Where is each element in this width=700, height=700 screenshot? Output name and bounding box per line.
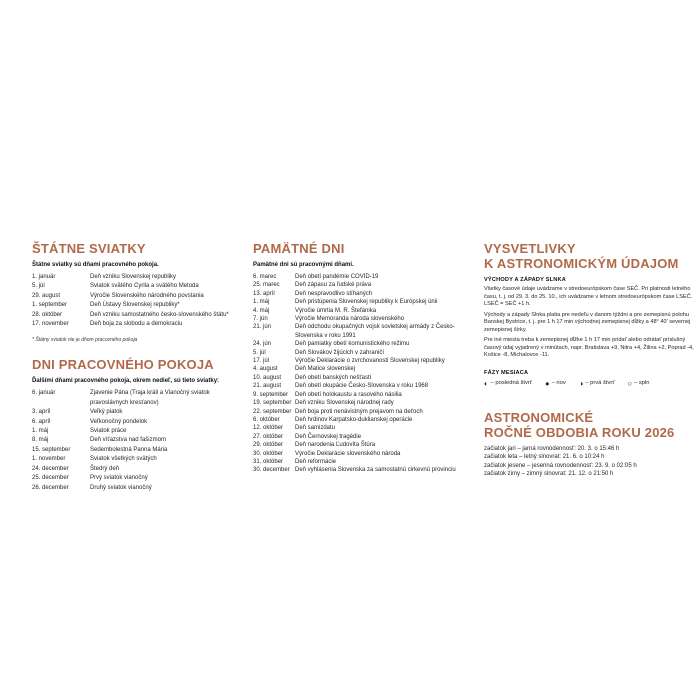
memorial-days-intro: Pamätné dni sú pracovnými dňami.: [253, 262, 354, 268]
sunrise-sunset-heading: VÝCHODY A ZÁPADY SLNKA: [484, 277, 566, 283]
memorial-day-date: 10. august: [253, 374, 282, 381]
rest-day-label: Sviatok všetkých svätých: [90, 456, 157, 463]
rest-day-date: 3. apríl: [32, 409, 51, 416]
moon-phases-heading: FÁZY MESIACA: [484, 369, 529, 376]
memorial-day-row: [253, 365, 479, 373]
memorial-day-label: Deň vzniku Slovenskej národnej rady: [295, 400, 394, 407]
rest-day-label: Sviatok práce: [90, 428, 127, 435]
rest-day-row: [32, 474, 234, 483]
season-item: začiatok jesene – jesenná rovnodennosť: 23. 9. o 02:05 h: [484, 462, 637, 469]
moon-phase-icon: ◑: [578, 378, 584, 388]
memorial-day-label: Deň obetí pandémie COVID-19: [295, 274, 379, 280]
state-holidays-title: ŠTÁTNE SVIATKY: [32, 241, 146, 256]
rest-day-date: 26. december: [32, 484, 69, 491]
state-holidays-footnote: * Štátny sviatok nie je dňom pracovného pokoja: [32, 337, 138, 344]
memorial-day-date: 31. október: [253, 458, 284, 465]
memorial-day-date: 30. december: [253, 467, 290, 474]
memorial-day-label: Deň Slovákov žijúcich v zahraničí: [295, 349, 385, 356]
rest-day-label: Prvý sviatok vianočný: [90, 475, 148, 482]
holiday-label: Deň vzniku samostatného česko-slovenského štátu*: [90, 311, 229, 318]
memorial-day-date: 4. august: [253, 366, 278, 373]
rest-day-label: Veľkonočný pondelok: [90, 418, 148, 425]
memorial-day-row: [253, 433, 479, 441]
memorial-day-label: Deň zápasu za ľudské práva: [295, 282, 372, 289]
memorial-day-row: [253, 357, 479, 365]
astronomy-notes-title-line1: VYSVETLIVKY: [484, 241, 576, 256]
astronomy-notes-title: [484, 241, 698, 271]
memorial-day-row: [253, 374, 479, 382]
season-item: začiatok jari – jarná rovnodennosť: 20. 3. o 15:46 h: [484, 445, 620, 452]
holiday-row: [32, 292, 234, 301]
moon-phase-label: – spln: [634, 379, 650, 386]
memorial-day-row: [253, 391, 479, 399]
rest-day-date: 6. apríl: [32, 418, 51, 425]
holiday-label: Výročie Slovenského národného povstania: [90, 292, 204, 299]
moon-phase-item: [484, 379, 532, 388]
holiday-row: [32, 273, 234, 282]
memorial-day-label: Deň Černovskej tragédie: [295, 433, 362, 440]
memorial-day-row: [253, 399, 479, 407]
memorial-day-label: Deň obetí okupácie Česko-Slovenska v roku 1968: [295, 383, 429, 390]
rest-day-date: 8. máj: [32, 437, 49, 444]
moon-phase-item: [628, 379, 650, 388]
holiday-label: Deň vzniku Slovenskej republiky: [90, 274, 177, 280]
memorial-day-date: 9. september: [253, 391, 289, 398]
rest-day-row: [32, 418, 234, 427]
column-memorial-days: [253, 241, 479, 475]
moon-phase-label: – posledná štvrť: [490, 379, 533, 386]
memorial-day-label: Deň reformácie: [295, 458, 337, 465]
memorial-day-row: [253, 349, 479, 357]
holiday-date: 17. november: [32, 321, 69, 328]
memorial-day-row: [253, 273, 479, 281]
sun-paragraph-1: Všetky časové údaje uvádzame v stredoeurópskom čase SEČ. Pri platnosti letného času, t. j. od 29. 3. do 25. 10., ich uvádzame v letnom stredoeurópskom čase LSEČ. LSEČ = SEČ +1 h.: [484, 286, 693, 307]
memorial-day-label: Výročie Memoranda národa slovenského: [295, 316, 405, 323]
memorial-day-row: [253, 382, 479, 390]
seasons-title: [484, 410, 698, 440]
rest-day-label: Štedrý deň: [90, 465, 120, 472]
memorial-day-label: Výročie úmrtia M. R. Štefánika: [295, 307, 377, 314]
moon-phase-item: [545, 379, 566, 388]
state-holidays-intro: Štátne sviatky sú dňami pracovného pokoja.: [32, 262, 159, 268]
holiday-date: 1. september: [32, 302, 68, 309]
memorial-day-date: 21. august: [253, 383, 282, 390]
memorial-day-row: [253, 315, 479, 323]
rest-day-label: Deň víťazstva nad fašizmom: [90, 437, 166, 444]
memorial-day-row: [253, 441, 479, 449]
rest-day-label: Zjavenie Pána (Traja králi a Vianočný sviatok pravoslávnych kresťanov): [90, 390, 210, 406]
rest-day-date: 25. december: [32, 475, 69, 482]
memorial-day-date: 21. jún: [253, 324, 272, 331]
seasons-title-line2: ROČNÉ OBDOBIA ROKU 2026: [484, 424, 675, 440]
rest-day-row: [32, 465, 234, 474]
holiday-row: [32, 282, 234, 291]
holiday-date: 1. január: [32, 274, 56, 280]
moon-phase-icon: ●: [545, 378, 550, 388]
rest-day-label: Veľký piatok: [90, 409, 123, 416]
memorial-day-label: Deň obetí banských nešťastí: [295, 374, 372, 381]
state-holidays-list: [32, 273, 234, 329]
memorial-day-date: 13. apríl: [253, 290, 275, 297]
holiday-label: Deň Ústavy Slovenskej republiky*: [90, 302, 180, 309]
memorial-day-date: 6. marec: [253, 274, 277, 280]
memorial-days-title: PAMÄTNÉ DNI: [253, 241, 345, 256]
memorial-day-label: Deň pristúpenia Slovenskej republiky k Európskej únii: [295, 299, 438, 306]
memorial-day-date: 24. jún: [253, 341, 272, 348]
season-item: začiatok leta – letný slnovrat: 21. 6. o 10:24 h: [484, 454, 605, 461]
sun-paragraph-3: Pre iné miesta treba k zemepisnej dĺžke 1 h 17 min pridať alebo odrátať príslušný časový údaj vyjadrený v minútach, napr. Bratislava +9, Nitra +4, Žilina +2, Poprad -4, Košice -8, Michalovce -11.: [484, 337, 694, 358]
memorial-day-row: [253, 466, 479, 474]
moon-phase-item: [579, 379, 615, 388]
memorial-day-date: 6. október: [253, 416, 280, 423]
memorial-days-list: [253, 273, 479, 475]
rest-day-row: [32, 389, 234, 408]
memorial-day-label: Výročie Deklarácie o zvrchovanosti Slovenskej republiky: [295, 358, 445, 365]
rest-day-row: [32, 408, 234, 417]
astronomy-notes-title-line2: K ASTRONOMICKÝM ÚDAJOM: [484, 256, 679, 271]
moon-phases-block: [484, 369, 698, 388]
memorial-day-date: 4. máj: [253, 307, 270, 314]
memorial-day-label: Deň nespravodlivo stíhaných: [295, 290, 373, 297]
memorial-day-row: [253, 458, 479, 466]
memorial-day-label: Deň boja proti nenávistným prejavom na deťoch: [295, 408, 423, 415]
memorial-day-date: 1. máj: [253, 299, 270, 306]
rest-day-date: 1. máj: [32, 428, 49, 435]
memorial-day-date: 12. október: [253, 425, 284, 432]
memorial-day-label: Deň samizdatu: [295, 425, 336, 432]
memorial-day-label: Deň obetí holokaustu a rasového násilia: [295, 391, 402, 398]
moon-phase-label: – nov: [551, 379, 566, 386]
memorial-day-date: 30. október: [253, 450, 284, 457]
rest-day-date: 6. január: [32, 390, 56, 397]
memorial-day-row: [253, 450, 479, 458]
memorial-day-date: 7. jún: [253, 316, 268, 323]
rest-days-list: [32, 389, 234, 492]
memorial-day-label: Výročie Deklarácie slovenského národa: [295, 450, 401, 457]
memorial-day-row: [253, 416, 479, 424]
memorial-day-label: Deň Matice slovenskej: [295, 366, 356, 373]
rest-day-row: [32, 427, 234, 436]
column-state-holidays: [32, 241, 234, 493]
rest-day-label: Druhý sviatok vianočný: [90, 484, 152, 491]
rest-day-date: 1. november: [32, 456, 66, 463]
rest-day-date: 24. december: [32, 465, 69, 472]
holiday-date: 5. júl: [32, 283, 45, 290]
rest-days-intro: Ďalšími dňami pracovného pokoja, okrem nedieľ, sú tieto sviatky:: [32, 378, 220, 385]
column-astronomy-notes: [484, 241, 698, 479]
memorial-day-row: [253, 340, 479, 348]
seasons-title-line1: ASTRONOMICKÉ: [484, 409, 594, 425]
memorial-day-label: Deň pamiatky obetí komunistického režimu: [295, 341, 410, 348]
moon-phase-icon: ◐: [484, 378, 489, 388]
seasons-list: [484, 445, 698, 479]
memorial-day-date: 17. júl: [253, 358, 270, 365]
memorial-day-date: 25. marec: [253, 282, 280, 289]
memorial-day-row: [253, 298, 479, 306]
holiday-label: Sviatok svätého Cyrila a svätého Metoda: [90, 283, 199, 290]
memorial-day-row: [253, 424, 479, 432]
rest-days-title: DNI PRACOVNÉHO POKOJA: [32, 357, 214, 373]
memorial-day-date: 19. september: [253, 400, 292, 407]
memorial-day-date: 22. september: [253, 408, 292, 415]
rest-day-date: 15. september: [32, 446, 71, 453]
holiday-date: 28. október: [32, 311, 63, 318]
memorial-day-label: Deň vyhlásenia Slovenska za samostatnú cirkevnú provinciu: [295, 467, 456, 474]
memorial-day-label: Deň hrdinov Karpatsko-duklianskej operácie: [295, 416, 413, 423]
memorial-day-date: 5. júl: [253, 349, 266, 356]
holiday-row: [32, 320, 234, 329]
moon-phase-label: – prvá štvrť: [585, 379, 615, 386]
season-item: začiatok zimy – zimný slnovrat: 21. 12. o 21:50 h: [484, 471, 614, 478]
rest-day-row: [32, 455, 234, 464]
holiday-row: [32, 311, 234, 320]
holiday-date: 29. august: [32, 292, 61, 299]
moon-phases-legend: [484, 379, 698, 388]
memorial-day-date: 27. október: [253, 433, 284, 440]
sun-paragraph-2: Východy a západy Slnka platia pre nedeľu v danom týždni a pre zemepisnú polohu Banskej Bystrice, t. j. pre 1 h 17 min východnej zemepisnej dĺžky a 48° 40' severnej zemepisnej šírky.: [484, 311, 691, 333]
memorial-day-row: [253, 408, 479, 416]
rest-day-row: [32, 446, 234, 455]
memorial-day-row: [253, 323, 479, 340]
moon-phase-icon: ○: [627, 378, 633, 388]
memorial-day-row: [253, 307, 479, 315]
holiday-label: Deň boja za slobodu a demokraciu: [90, 321, 183, 328]
rest-day-label: Sedembolestná Panna Mária: [90, 446, 168, 453]
memorial-day-date: 29. október: [253, 442, 284, 449]
memorial-day-label: Deň odchodu okupačných vojsk sovietskej armády z Česko-Slovenska v roku 1991: [295, 324, 455, 339]
holiday-row: [32, 301, 234, 310]
rest-day-row: [32, 436, 234, 445]
rest-day-row: [32, 484, 234, 493]
memorial-day-row: [253, 281, 479, 289]
memorial-day-row: [253, 290, 479, 298]
memorial-day-label: Deň narodenia Ľudovíta Štúra: [295, 442, 376, 449]
